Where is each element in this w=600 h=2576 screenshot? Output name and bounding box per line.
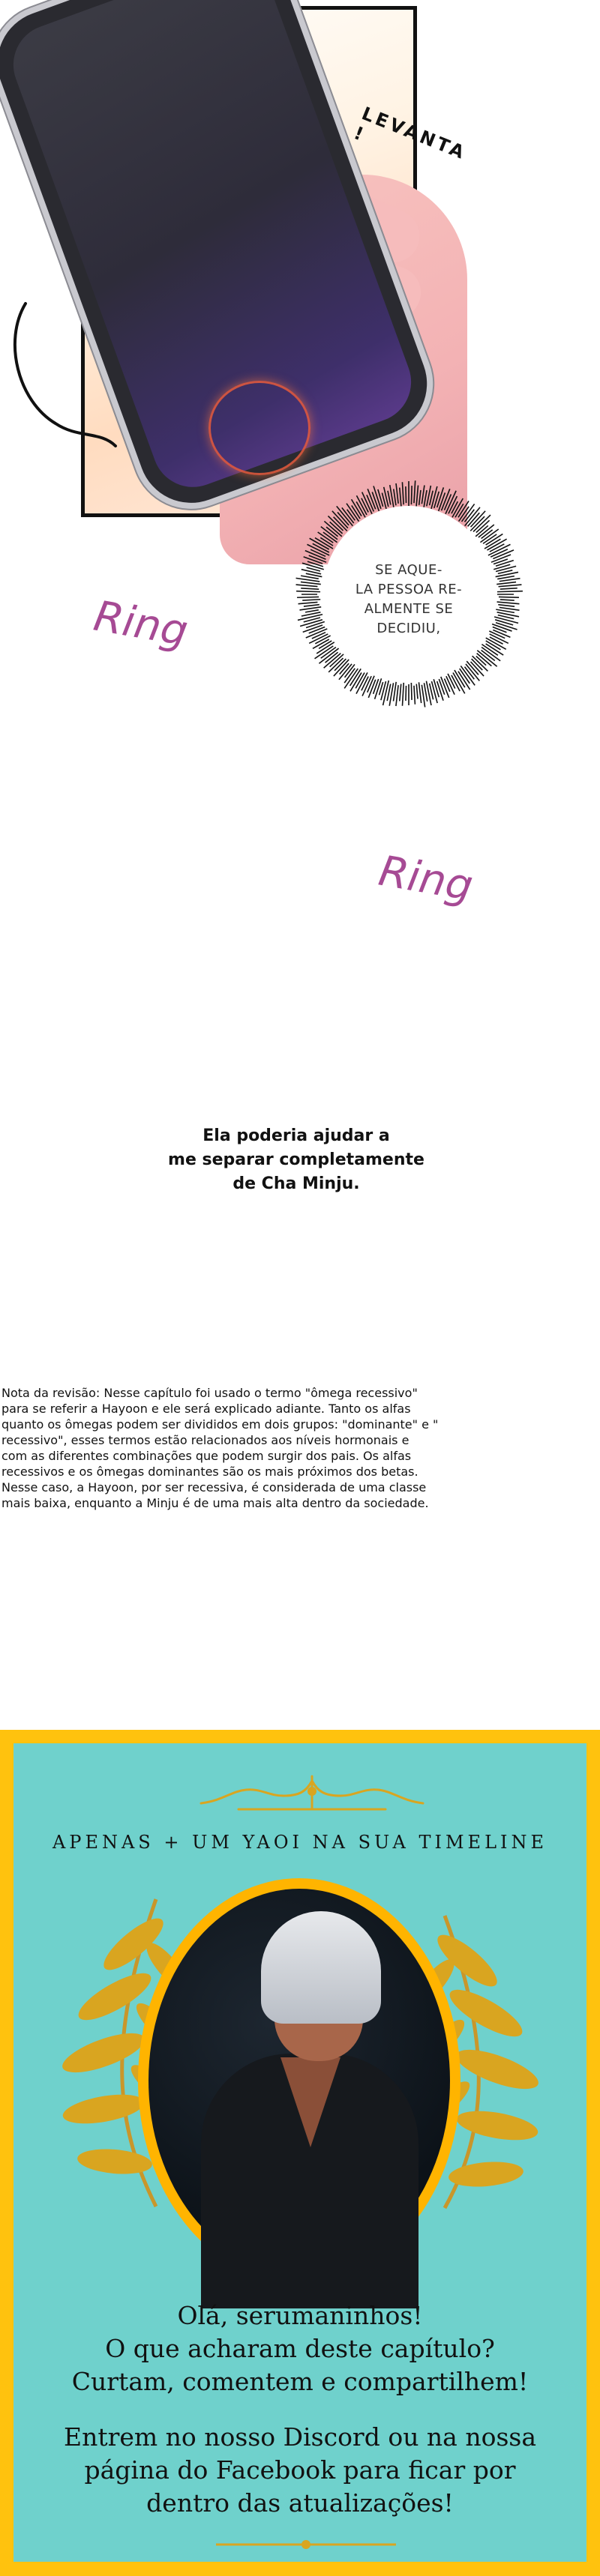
ringing-glow xyxy=(208,381,310,475)
portrait-frame xyxy=(138,1878,460,2283)
speech-line: SE AQUE- xyxy=(375,562,442,578)
caption-line: me separar completamente xyxy=(168,1150,424,1169)
note-line: recessivos e os ômegas dominantes são os mais próximos dos betas. xyxy=(2,1465,418,1479)
credits-inner xyxy=(14,1743,586,2562)
credits-message-social xyxy=(14,2421,586,2520)
credits-line: página do Facebook para ficar por xyxy=(84,2455,516,2485)
credits-banner: APENAS + UM YAOI NA SUA TIMELINE xyxy=(52,1832,548,1853)
credits-line: Olá, serumaninhos! xyxy=(177,2301,423,2330)
credits-line: dentro das atualizações! xyxy=(146,2488,454,2518)
credits-line: Curtam, comentem e compartilhem! xyxy=(71,2367,529,2396)
ring-sfx: Ring xyxy=(375,846,477,911)
ring-sfx: Ring xyxy=(90,591,192,657)
credits-line: Entrem no nosso Discord ou na nossa xyxy=(63,2422,537,2452)
gold-ornament-icon xyxy=(194,1773,430,1814)
caption-line: de Cha Minju. xyxy=(232,1174,360,1193)
caption-line: Ela poderia ajudar a xyxy=(202,1126,390,1145)
note-line: para se referir a Hayoon e ele será explicado adiante. Tanto os alfas xyxy=(2,1402,411,1416)
portrait-hair xyxy=(261,1911,381,2024)
note-line: mais baixa, enquanto a Minju é de uma mais alta dentro da sociedade. xyxy=(2,1496,429,1510)
credits-message-greeting xyxy=(14,2299,586,2398)
speech-line: ALMENTE SE xyxy=(364,601,454,617)
note-line: recessivo", esses termos estão relacionados aos níveis hormonais e xyxy=(2,1433,410,1447)
credits-line: O que acharam deste capítulo? xyxy=(105,2334,495,2363)
credits-panel xyxy=(0,1730,600,2576)
speech-line: LA PESSOA RE- xyxy=(355,582,463,597)
sfx-levanta: LEVANTA ! xyxy=(350,103,470,164)
gold-divider-icon xyxy=(208,2538,404,2551)
character-portrait xyxy=(148,1889,450,2272)
note-line: quanto os ômegas podem ser divididos em dois grupos: "dominante" e " xyxy=(2,1417,439,1432)
note-line: Nesse caso, a Hayoon, por ser recessiva, é considerada de uma classe xyxy=(2,1480,427,1494)
speech-text xyxy=(341,561,476,639)
translator-note xyxy=(2,1385,482,1511)
note-line: com as diferentes combinações que podem surgir dos pais. Os alfas xyxy=(2,1449,412,1463)
narration-caption xyxy=(150,1124,442,1196)
speech-line: DECIDIU, xyxy=(376,621,441,636)
phone-panel xyxy=(81,6,470,517)
note-line: Nota da revisão: Nesse capítulo foi usado o termo "ômega recessivo" xyxy=(2,1386,418,1400)
motion-swirl xyxy=(10,296,123,453)
